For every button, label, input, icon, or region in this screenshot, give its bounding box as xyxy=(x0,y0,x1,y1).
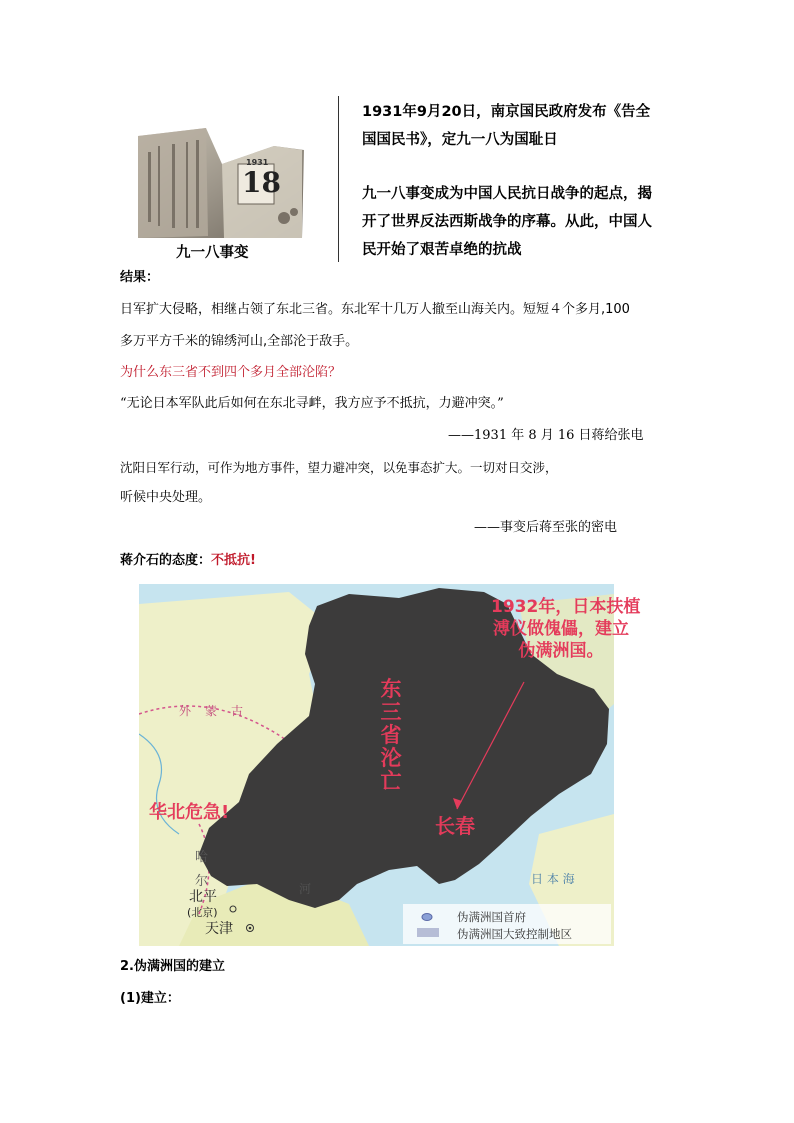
changchun-label: 长春 xyxy=(435,814,475,838)
photo-caption: 九一八事变 xyxy=(176,245,249,261)
hebei-char: 尔 xyxy=(195,874,209,889)
map-annotation-line: 1932年，日本扶植 xyxy=(491,597,641,617)
mongolia-char: 外 xyxy=(179,704,206,718)
northeast-label-char: 省 xyxy=(380,723,402,747)
mongolia-label xyxy=(179,702,257,719)
result-line-2: 多万平方千米的锦绣河山,全部沦于敌手。 xyxy=(120,334,359,349)
quote-2-source: ——事变后蒋至张的密电 xyxy=(474,520,618,535)
legend-capital: 伪满洲国首府 xyxy=(457,910,526,924)
sea-label: 日 本 海 xyxy=(531,872,575,886)
calendar-year: 1931 xyxy=(246,158,269,167)
mongolia-char: 蒙 xyxy=(205,704,232,718)
result-line-1: 日军扩大侵略，相继占领了东北三省。东北军十几万人撤至山海关内。短短４个多月,100 xyxy=(120,302,630,317)
quote-1-source: ——1931 年 8 月 16 日蒋给张电 xyxy=(448,428,644,443)
north-china-label: 华北危急! xyxy=(149,802,230,823)
side-para-1-line: 1931年9月20日，南京国民政府发布《告全 xyxy=(362,104,651,120)
beijing-label: (北京) xyxy=(187,906,218,919)
section-2-heading: 2.伪满洲国的建立 xyxy=(120,959,225,974)
northeast-map xyxy=(139,584,641,946)
calendar-day: 18 xyxy=(242,166,281,199)
attitude-value: 不抵抗! xyxy=(211,553,256,568)
quote-2-line-1: 沈阳日军行动，可作为地方事件，望力避冲突，以免事态扩大。一切对日交涉， xyxy=(120,460,558,475)
northeast-label-char: 沦 xyxy=(380,746,402,770)
mongolia-char: 古 xyxy=(231,704,258,718)
attitude-line xyxy=(120,549,256,573)
northeast-label-char: 亡 xyxy=(380,769,402,793)
side-para-2-line: 民开始了艰苦卓绝的抗战 xyxy=(362,242,522,258)
legend-region: 伪满洲国大致控制地区 xyxy=(457,927,572,941)
river-label: 河 xyxy=(299,882,312,896)
side-para-2-line: 开了世界反法西斯战争的序幕。从此，中国人 xyxy=(362,214,652,230)
side-para-2-line: 九一八事变成为中国人民抗日战争的起点，揭 xyxy=(362,186,652,202)
northeast-label-char: 东 xyxy=(380,677,402,701)
section-2-sub: (1)建立： xyxy=(120,991,180,1006)
beiping-label: 北平 xyxy=(189,889,217,905)
map-annotation-line: 溥仪做傀儡，建立 xyxy=(493,619,629,639)
side-para-2 xyxy=(362,180,652,264)
result-heading: 结果： xyxy=(120,270,160,285)
attitude-label: 蒋介石的态度： xyxy=(120,553,212,568)
tianjin-label: 天津 xyxy=(205,921,233,937)
side-para-1 xyxy=(362,98,650,154)
question-text: 为什么东三省不到四个多月全部沦陷？ xyxy=(120,365,342,380)
map-annotation-line: 伪满洲国。 xyxy=(518,641,604,661)
side-para-1-line: 国国民书》，定九一八为国耻日 xyxy=(362,132,558,148)
northeast-label xyxy=(379,678,403,793)
monument-photo xyxy=(134,126,306,242)
northeast-label-char: 三 xyxy=(380,700,402,724)
quote-1: “无论日本军队此后如何在东北寻衅，我方应予不抵抗，力避冲突。” xyxy=(120,396,504,411)
hebei-char: 哈 xyxy=(195,850,209,865)
divider-line xyxy=(338,96,339,262)
map-annotation xyxy=(491,596,641,662)
quote-2-line-2: 听候中央处理。 xyxy=(120,490,212,505)
